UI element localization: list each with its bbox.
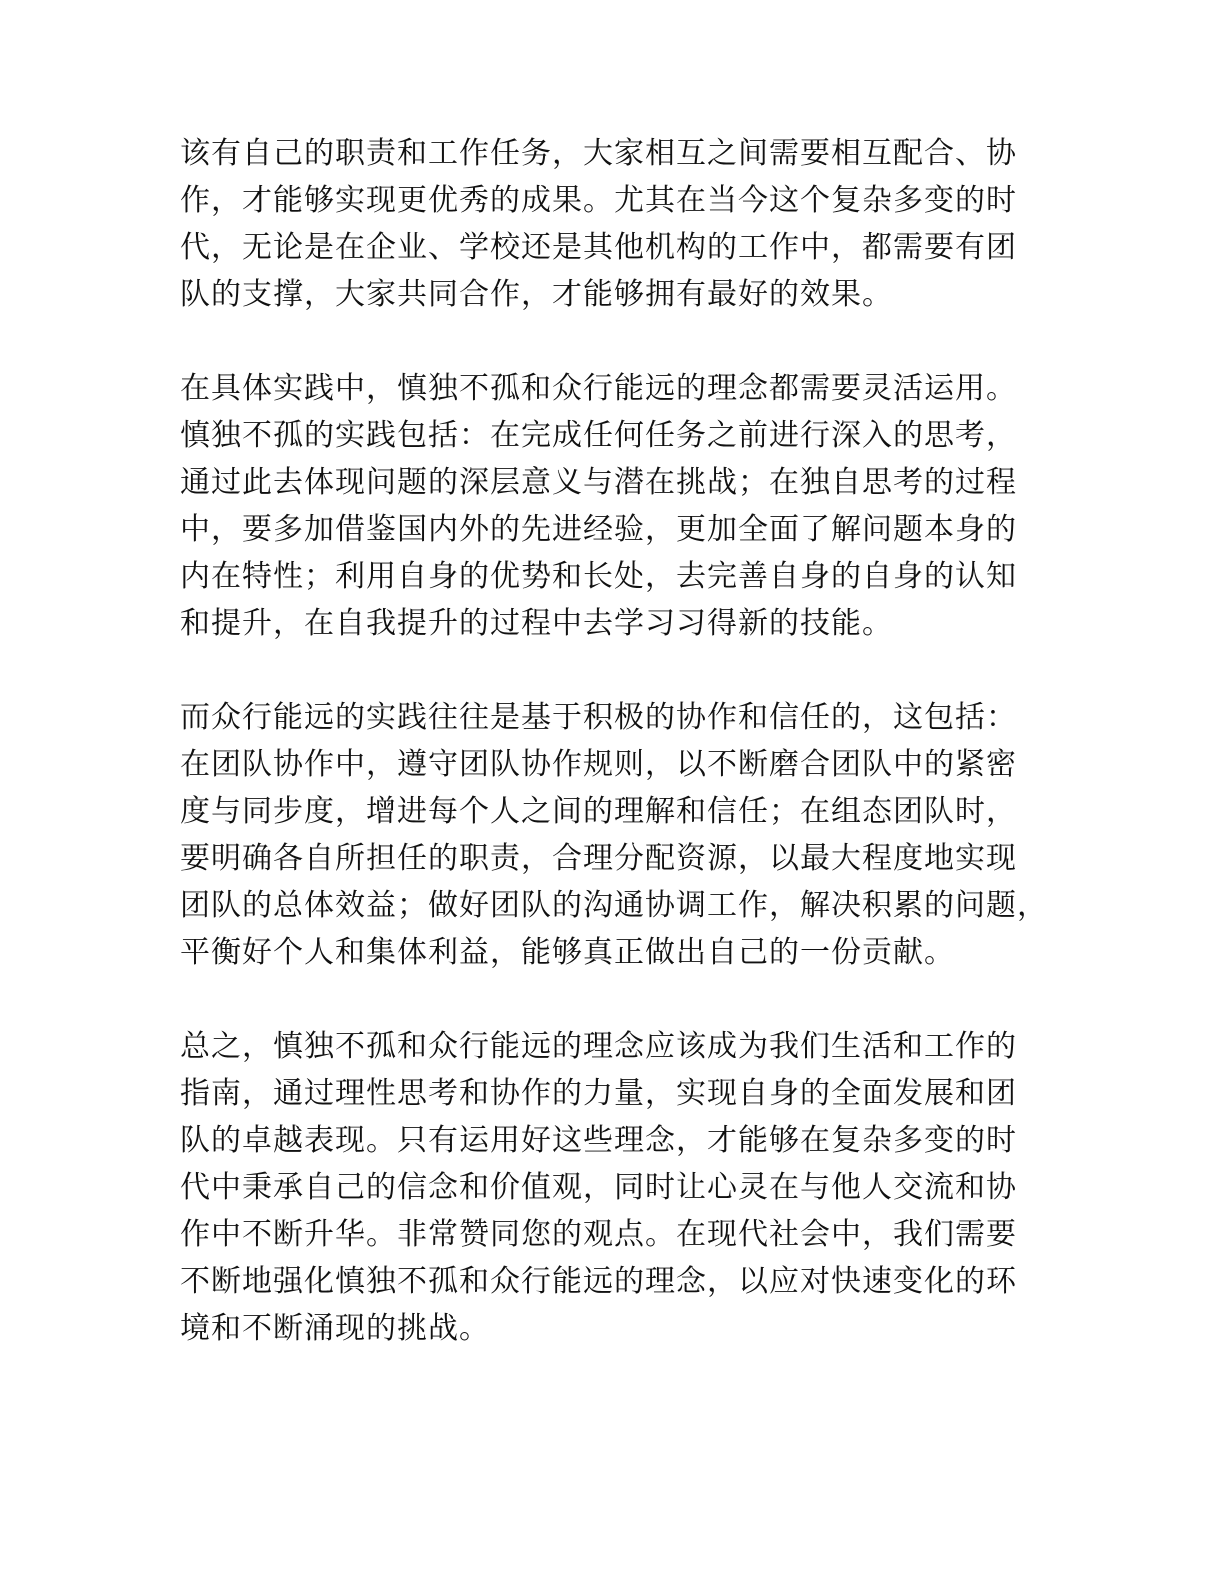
text-line: 度与同步度，增进每个人之间的理解和信任；在组态团队时， [180,794,1017,829]
text-line: 内在特性；利用自身的优势和长处，去完善自身的自身的认知 [180,559,1017,594]
text-line: 作中不断升华。非常赞同您的观点。在现代社会中，我们需要 [180,1217,1017,1252]
text-line: 要明确各自所担任的职责，合理分配资源，以最大程度地实现 [180,841,1017,876]
text-line: 队的支撑，大家共同合作，才能够拥有最好的效果。 [180,277,893,312]
paragraph-2 [180,365,1060,647]
text-line: 慎独不孤的实践包括：在完成任何任务之前进行深入的思考， [180,418,1017,453]
text-line: 而众行能远的实践往往是基于积极的协作和信任的，这包括： [180,700,1017,735]
text-line: 境和不断涌现的挑战。 [180,1311,490,1346]
text-line: 代中秉承自己的信念和价值观，同时让心灵在与他人交流和协 [180,1170,1017,1205]
text-line: 平衡好个人和集体利益，能够真正做出自己的一份贡献。 [180,935,955,970]
document-body [180,130,1060,1399]
text-line: 总之，慎独不孤和众行能远的理念应该成为我们生活和工作的 [180,1029,1017,1064]
text-line: 在具体实践中，慎独不孤和众行能远的理念都需要灵活运用。 [180,371,1017,406]
paragraph-3 [180,694,1060,976]
paragraph-1 [180,130,1060,318]
text-line: 团队的总体效益；做好团队的沟通协调工作，解决积累的问题， [180,888,1048,923]
text-line: 代，无论是在企业、学校还是其他机构的工作中，都需要有团 [180,230,1017,265]
text-line: 和提升，在自我提升的过程中去学习习得新的技能。 [180,606,893,641]
text-line: 队的卓越表现。只有运用好这些理念，才能够在复杂多变的时 [180,1123,1017,1158]
text-line: 不断地强化慎独不孤和众行能远的理念，以应对快速变化的环 [180,1264,1017,1299]
paragraph-4 [180,1023,1060,1352]
text-line: 通过此去体现问题的深层意义与潜在挑战；在独自思考的过程 [180,465,1017,500]
text-line: 该有自己的职责和工作任务，大家相互之间需要相互配合、协 [180,136,1017,171]
text-line: 指南，通过理性思考和协作的力量，实现自身的全面发展和团 [180,1076,1017,1111]
text-line: 在团队协作中，遵守团队协作规则，以不断磨合团队中的紧密 [180,747,1017,782]
text-line: 中，要多加借鉴国内外的先进经验，更加全面了解问题本身的 [180,512,1017,547]
text-line: 作，才能够实现更优秀的成果。尤其在当今这个复杂多变的时 [180,183,1017,218]
